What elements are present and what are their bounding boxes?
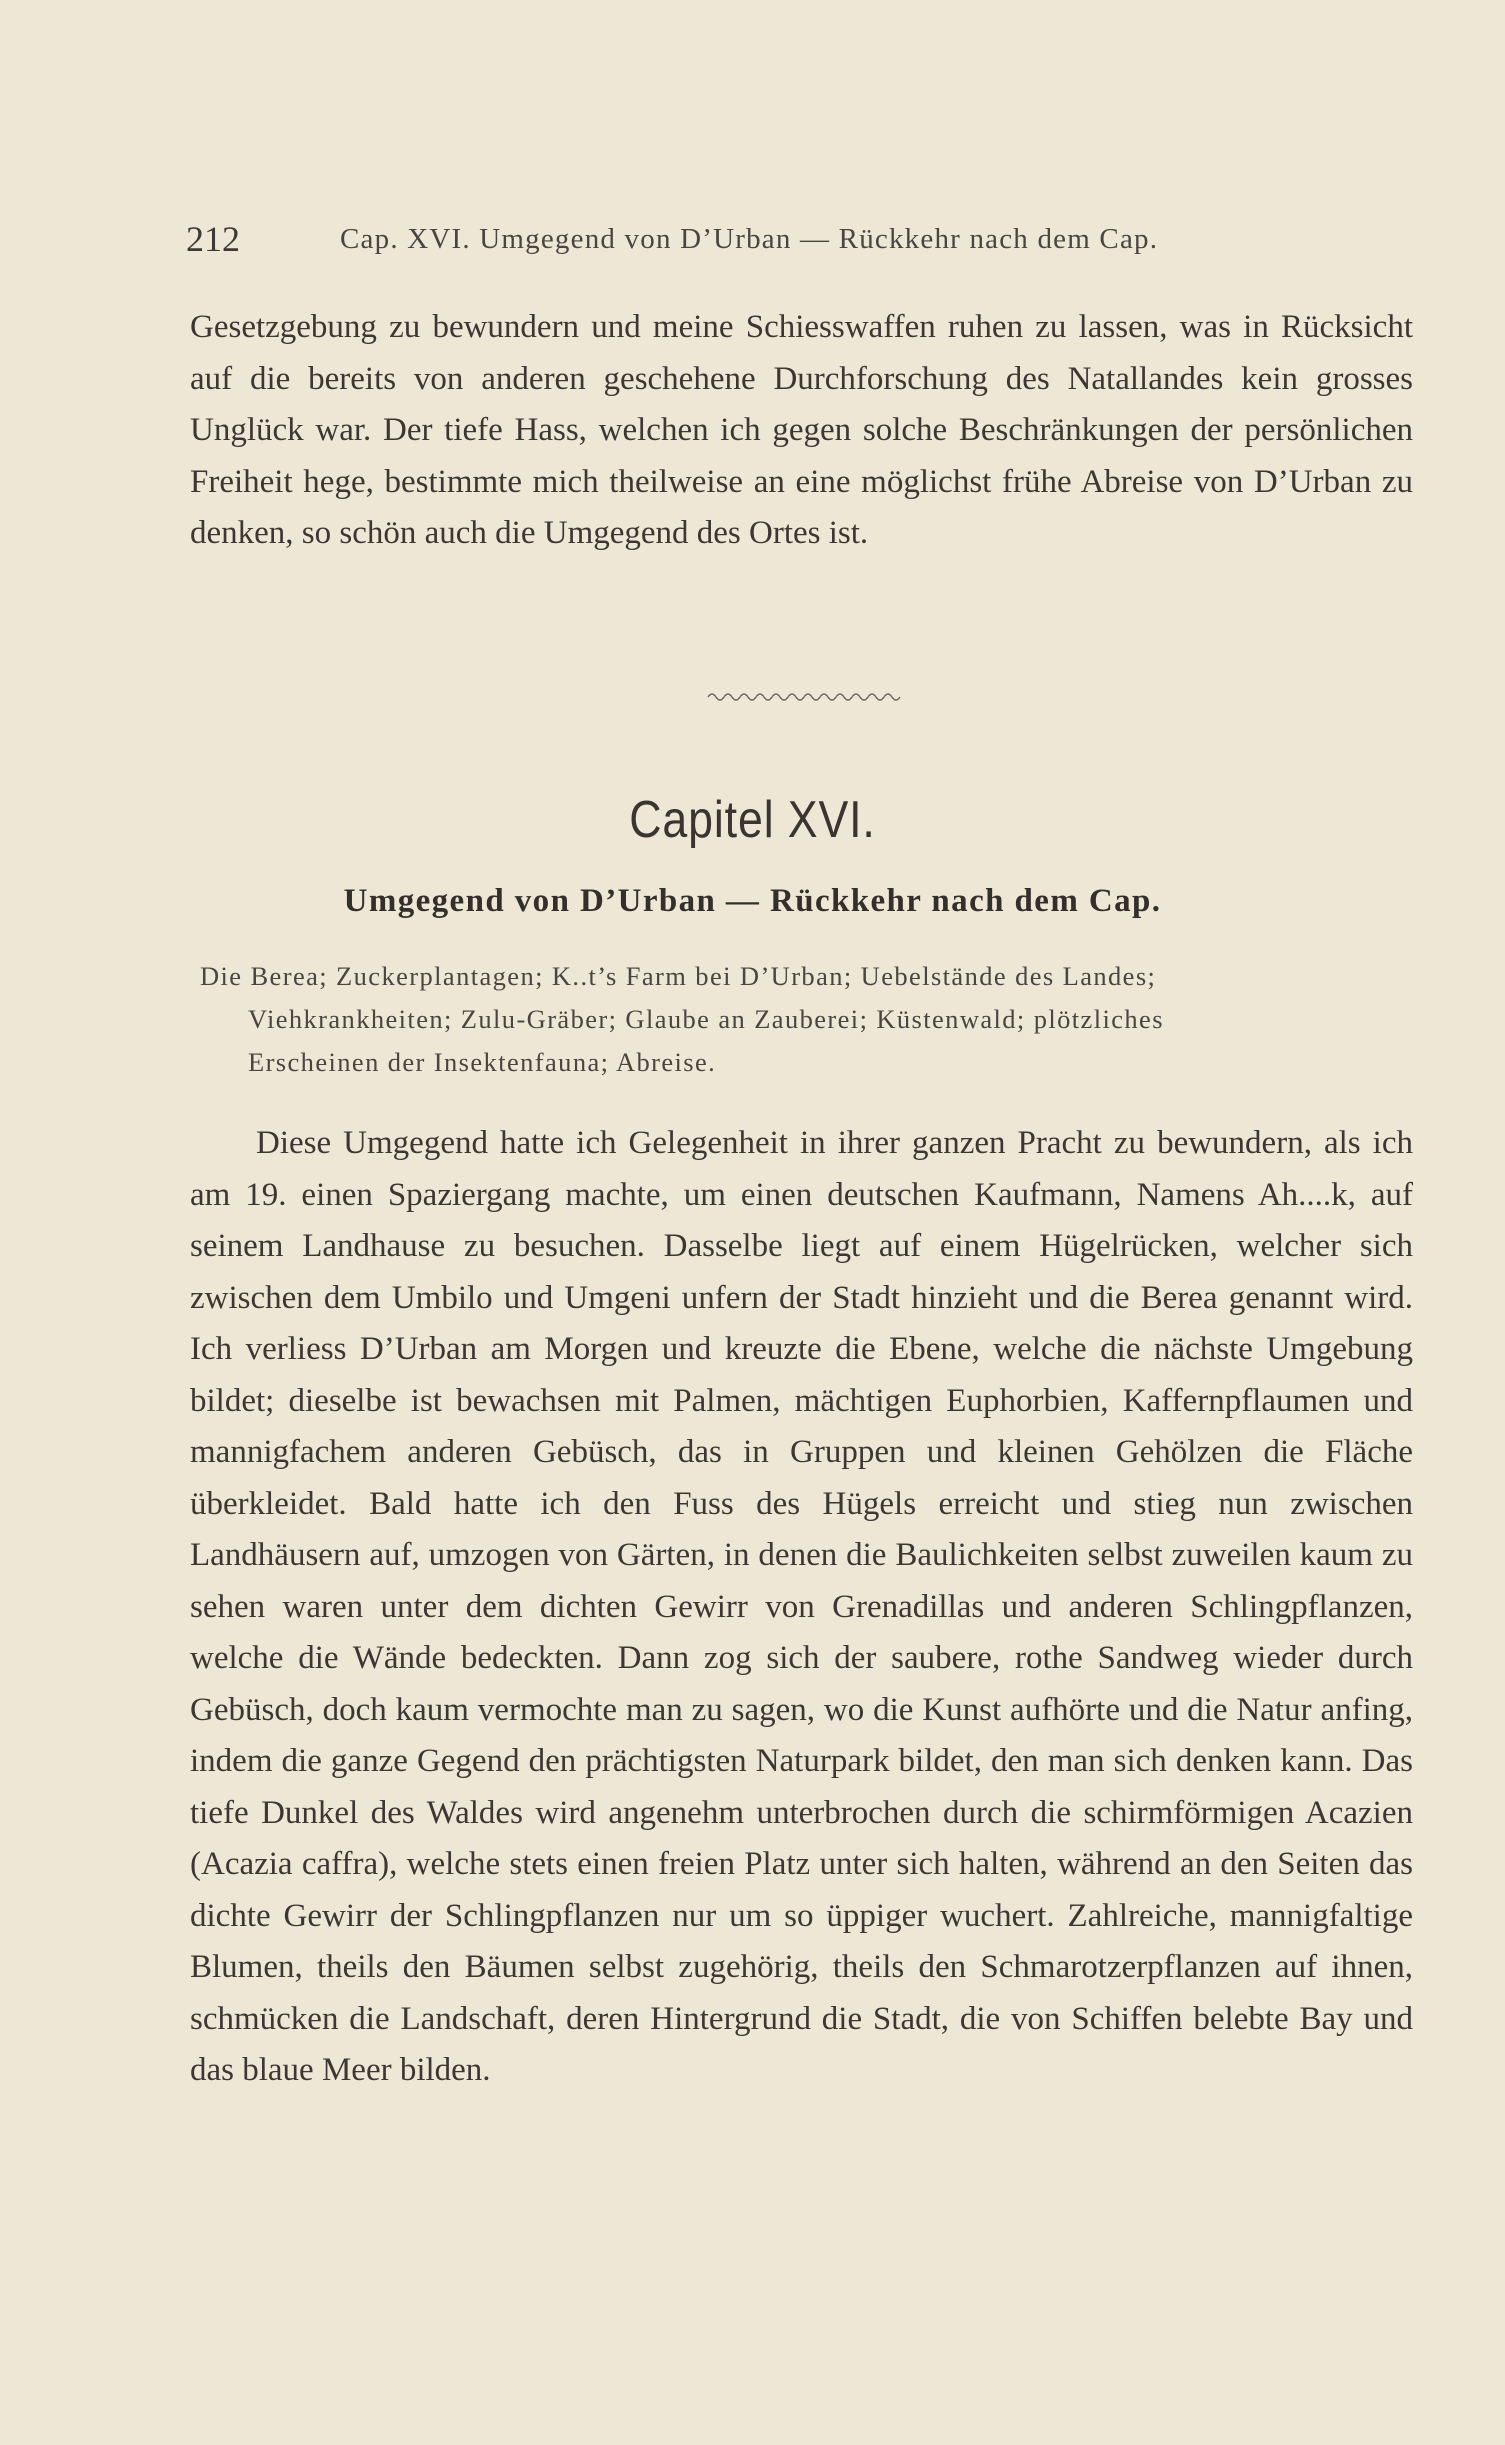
wavy-rule-ornament [706, 688, 906, 706]
chapter-summary [200, 955, 1410, 1084]
chapter-subtitle: Umgegend von D’Urban — Rückkehr nach dem Cap. [343, 883, 1162, 919]
chapter-heading: Capitel XVI. [629, 791, 876, 849]
continuation-text [190, 302, 1413, 560]
summary-line: Viehkrankheiten; Zulu-Gräber; Glaube an Zauberei; Küstenwald; plötzliches [248, 1004, 1164, 1034]
running-head [186, 214, 1336, 264]
continuation-paragraph: Gesetzgebung zu bewundern und meine Schiesswaffen ruhen zu lassen, was in Rücksicht auf die bereits von anderen geschehene Durchforschung des Natallandes kein grosses Unglück war. Der tiefe Hass, welchen ich gegen solche Beschränkungen der persönlichen Freiheit hege, bestimmte mich theilweise an eine möglichst frühe Abreise von D’Urban zu denken, so schön auch die Umgegend des Ortes ist. [190, 309, 1413, 551]
page-number: 212 [186, 219, 240, 259]
running-title: Cap. XVI. Umgegend von D’Urban — Rückkehr nach dem Cap. [340, 223, 1159, 255]
summary-line: Die Berea; Zuckerplantagen; K..t’s Farm bei D’Urban; Uebelstände des Landes; [200, 961, 1157, 991]
summary-line: Erscheinen der Insektenfauna; Abreise. [248, 1047, 717, 1077]
main-text [190, 1118, 1413, 2097]
main-paragraph: Diese Umgegend hatte ich Gelegenheit in ihrer ganzen Pracht zu bewundern, als ich am 19. einen Spaziergang machte, um einen deutschen Kaufmann, Namens Ah....k, auf seinem Landhause zu besuchen. Dasselbe liegt auf einem Hügelrücken, welcher sich zwischen dem Umbilo und Umgeni unfern der Stadt hinzieht und die Berea genannt wird. Ich verliess D’Urban am Morgen und kreuzte die Ebene, welche die nächste Umgebung bildet; dieselbe ist bewachsen mit Palmen, mächtigen Euphorbien, Kaffernpflaumen und mannigfachem anderen Gebüsch, das in Gruppen und kleinen Gehölzen die Fläche überkleidet. Bald hatte ich den Fuss des Hügels erreicht und stieg nun zwischen Landhäusern auf, umzogen von Gärten, in denen die Baulichkeiten selbst zuweilen kaum zu sehen waren unter dem dichten Gewirr von Grenadillas und anderen Schlingpflanzen, welche die Wände bedeckten. Dann zog sich der saubere, rothe Sandweg wieder durch Gebüsch, doch kaum vermochte man zu sagen, wo die Kunst aufhörte und die Natur anfing, indem die ganze Gegend den prächtigsten Naturpark bildet, den man sich denken kann. Das tiefe Dunkel des Waldes wird angenehm unterbrochen durch die schirmförmigen Acazien (Acazia caffra), welche stets einen freien Platz unter sich halten, während an den Seiten das dichte Gewirr der Schlingpflanzen nur um so üppiger wuchert. Zahlreiche, mannigfaltige Blumen, theils den Bäumen selbst zugehörig, theils den Schmarotzerpflanzen auf ihnen, schmücken die Landschaft, deren Hintergrund die Stadt, die von Schiffen belebte Bay und das blaue Meer bilden. [190, 1125, 1413, 2088]
